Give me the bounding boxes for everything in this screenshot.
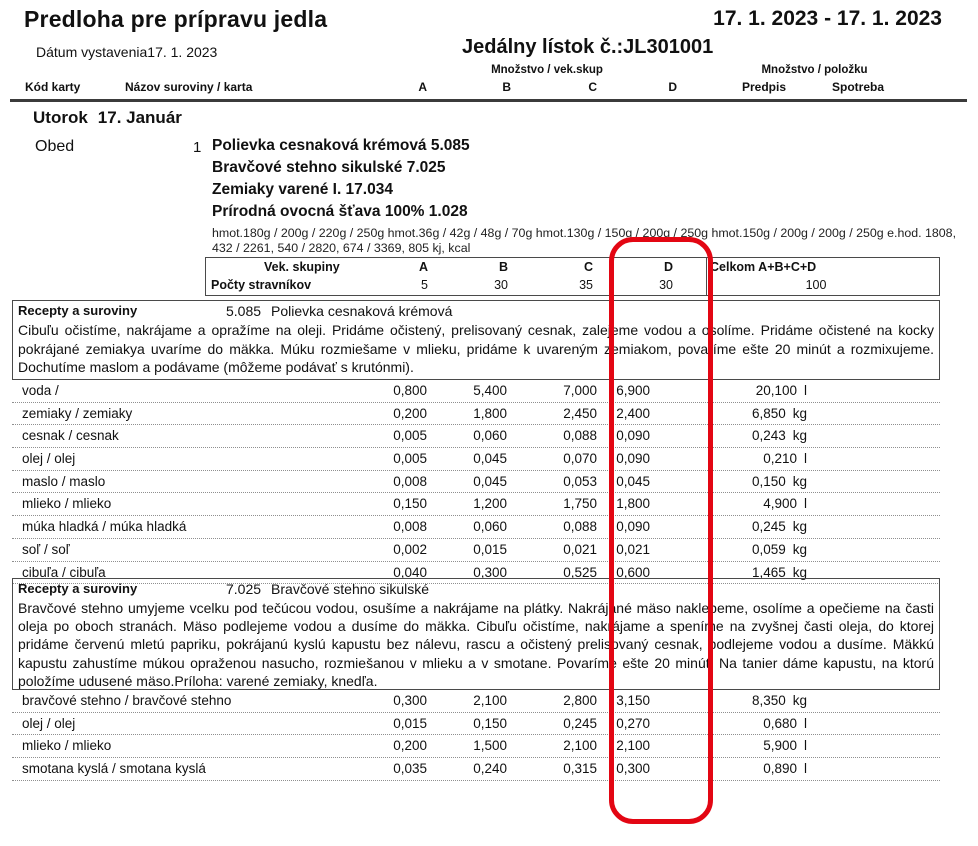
header-divider [10,99,967,102]
day-name: Utorok [33,108,88,127]
predpis-number: 0,210 [763,451,797,467]
predpis-number: 20,100 [755,383,797,398]
column-header-spotreba: Spotreba [832,80,885,94]
meal-name: Obed [35,138,75,155]
column-group-polozka: Množstvo / položku [761,64,868,76]
qty-b: 0,045 [473,451,507,467]
ingredient-table-2 [12,690,940,781]
dish-item: Bravčové stehno sikulské 7.025 [212,159,446,176]
table-row [12,448,940,471]
portions-celkom-label: Celkom A+B+C+D [710,260,817,274]
ingredient-name: múka hladká / múka hladká [22,519,187,535]
qty-b: 2,100 [473,693,507,708]
table-row [12,690,940,713]
column-header-a: A [418,80,427,94]
qty-b: 0,045 [473,473,507,489]
predpis-number: 0,243 [751,428,786,444]
predpis-value [752,519,807,534]
portions-count-d: 30 [659,278,673,292]
qty-a: 0,005 [393,451,427,467]
qty-a: 0,200 [393,405,427,421]
report-date-range: 17. 1. 2023 - 17. 1. 2023 [713,7,942,30]
recipe-box-label: Recepty a suroviny [18,303,138,318]
predpis-value [763,451,807,466]
column-header-b: B [502,80,511,94]
qty-b: 0,015 [473,541,507,557]
qty-b: 0,300 [473,564,507,580]
predpis-number: 5,900 [763,738,797,754]
qty-d: 1,800 [616,496,650,512]
ingredient-name: mlieko / mlieko [22,738,112,754]
qty-d: 3,150 [616,693,650,708]
qty-c: 7,000 [563,383,597,398]
qty-c: 0,053 [563,473,597,489]
ingredient-name: bravčové stehno / bravčové stehno [22,693,232,708]
qty-a: 0,002 [393,541,427,557]
ingredient-table-1 [12,380,940,584]
recipe-code: 7.025 [226,581,262,597]
recipe-name: Polievka cesnaková krémová [271,303,453,319]
qty-d: 0,270 [616,715,650,731]
qty-b: 0,060 [473,519,507,535]
predpis-unit: kg [792,564,807,580]
qty-b: 1,800 [473,405,507,421]
dish-item: Polievka cesnaková krémová 5.085 [212,137,470,154]
predpis-number: 0,150 [751,473,786,489]
qty-b: 1,500 [473,738,507,754]
column-header-d: D [668,80,677,94]
table-row [12,713,940,736]
predpis-value [752,406,807,421]
ingredient-name: mlieko / mlieko [22,496,112,512]
dish-list [212,135,470,223]
predpis-value [752,474,807,489]
table-row [12,758,940,781]
portions-col-d: D [663,260,673,274]
qty-b: 0,240 [473,761,507,777]
qty-c: 0,525 [563,564,597,580]
table-row [12,380,940,403]
column-group-vek-skup: Množstvo / vek.skup [491,64,603,76]
portions-col-b: B [498,260,508,274]
predpis-unit: kg [792,693,807,708]
qty-c: 0,315 [563,761,597,777]
qty-c: 0,088 [563,428,597,444]
menu-list-number: Jedálny lístok č.:JL301001 [462,36,714,58]
table-row [12,516,940,539]
portions-count-c: 35 [579,278,593,292]
qty-b: 5,400 [473,383,507,398]
qty-c: 0,021 [563,541,597,557]
qty-a: 0,150 [393,496,427,512]
portions-row1-label: Vek. skupiny [264,260,340,274]
predpis-number: 0,890 [763,761,797,777]
ingredient-name: maslo / maslo [22,473,106,489]
recipe-instructions: Bravčové stehno umyjeme vcelku pod tečúcou vodou, osušíme a nakrájame na plátky. Nakrájané mäso naklepeme, osolíme a opečieme na časti oleja po oboch stranách. Mäso podlejeme vodou a dusíme do mäkka. Cibuľu očistíme, nakrájame a speníme na zvyšnej časti oleja, do ktorej pridáme červenú mletú papriku, pokrájanú kyslú kapustu bez nálevu, rascu a očistený prelisovaný cesnak, podlejeme vodou a dusíme. Mäkkú kapustu zahustíme múkou opraženou nasucho, rozmiešanou v mlieku a v smotane. Povaríme ešte 20 minút. Na tanier dáme kapustu, na ktorú položíme udusené mäso.Príloha: varené zemiaky, knedľa. [18,600,934,689]
qty-c: 2,100 [563,738,597,754]
issue-date-value: 17. 1. 2023 [147,44,218,60]
portions-col-a: A [418,260,428,274]
predpis-unit: kg [792,541,807,557]
table-row [12,425,940,448]
predpis-unit: l [804,761,807,777]
qty-a: 0,005 [393,428,427,444]
qty-a: 0,800 [393,383,427,398]
qty-c: 2,800 [563,693,597,708]
column-header-kod-karty: Kód karty [25,80,81,94]
qty-b: 1,200 [473,496,507,512]
dish-item: Zemiaky varené I. 17.034 [212,181,393,198]
qty-a: 0,300 [393,693,427,708]
predpis-value [752,693,807,708]
predpis-unit: l [804,383,807,398]
portions-count-a: 5 [421,278,428,292]
column-header-c: C [588,80,597,94]
predpis-value [763,738,807,753]
predpis-number: 0,680 [763,715,797,731]
qty-d: 0,600 [616,564,650,580]
day-heading [33,108,182,128]
ingredient-name: soľ / soľ [22,541,70,557]
recipe-box-2 [12,578,940,690]
qty-d: 0,021 [616,541,650,557]
predpis-number: 0,059 [751,541,786,557]
portions-col-c: C [583,260,593,274]
portions-table [205,257,940,296]
predpis-unit: l [804,715,807,731]
qty-a: 0,008 [393,519,427,535]
table-row [12,403,940,426]
predpis-unit: kg [792,428,807,444]
predpis-value [763,761,807,776]
qty-b: 0,150 [473,715,507,731]
day-date: 17. Január [97,108,182,127]
table-row [12,735,940,758]
qty-d: 0,090 [616,519,650,535]
recipe-title [226,581,429,597]
portions-count-b: 30 [494,278,508,292]
predpis-value [752,542,807,557]
recipe-title [226,303,452,319]
column-header-nazov: Názov suroviny / karta [125,80,253,94]
qty-a: 0,008 [393,473,427,489]
predpis-unit: l [804,738,807,754]
ingredient-name: voda / [22,383,59,398]
recipe-box-1 [12,300,940,380]
recipe-instructions: Cibuľu očistíme, nakrájame a opražíme na oleji. Pridáme očistený, prelisovaný cesnak, zalejeme vodou a osolíme. Pridáme očistené na kocky pokrájané zemiakya uvaríme do mäkka. Múku rozmiešame v mlieku, pridáme k uvareným zemiakom, povaríme ešte 20 minút a rozmixujeme. Dochutíme maslom a podávame (môžeme podávať s krutónmi). [18,322,934,376]
qty-a: 0,015 [393,715,427,731]
qty-c: 2,450 [563,405,597,421]
table-row [12,471,940,494]
ingredient-name: cibuľa / cibuľa [22,564,106,580]
qty-c: 1,750 [563,496,597,512]
ingredient-name: olej / olej [22,715,76,731]
qty-d: 0,300 [616,761,650,777]
predpis-unit: kg [792,473,807,489]
predpis-value [763,716,807,731]
page-title: Predloha pre prípravu jedla [24,6,328,32]
table-row [12,539,940,562]
ingredient-name: zemiaky / zemiaky [22,405,133,421]
qty-c: 0,245 [563,715,597,731]
recipe-box-label: Recepty a suroviny [18,581,138,596]
table-row [12,493,940,516]
qty-c: 0,088 [563,519,597,535]
column-header-predpis: Predpis [742,80,787,94]
qty-d: 0,045 [616,473,650,489]
qty-a: 0,035 [393,761,427,777]
qty-d: 6,900 [616,383,650,398]
qty-b: 0,060 [473,428,507,444]
qty-a: 0,200 [393,738,427,754]
recipe-name: Bravčové stehno sikulské [271,581,430,597]
qty-d: 0,090 [616,451,650,467]
qty-d: 0,090 [616,428,650,444]
qty-d: 2,100 [616,738,650,754]
ingredient-name: cesnak / cesnak [22,428,119,444]
dish-item: Prírodná ovocná šťava 100% 1.028 [212,203,468,220]
predpis-unit: l [804,496,807,512]
recipe-code: 5.085 [226,303,262,319]
predpis-value [763,496,807,511]
predpis-number: 8,350 [751,693,786,708]
portions-table-divider [706,258,707,295]
predpis-number: 0,245 [751,519,786,535]
predpis-number: 4,900 [763,496,797,512]
issue-date [36,44,217,60]
ingredient-name: olej / olej [22,451,76,467]
issue-date-label: Dátum vystavenia [36,44,148,60]
predpis-number: 6,850 [751,405,786,421]
portion-weights: hmot.180g / 200g / 220g / 250g hmot.36g / 42g / 48g / 70g hmot.130g / 150g / 200g / 250g hmot.150g / 200g / 200g / 250g e.hod. 1808, 432 / 2261, 540 / 2820, 674 / 3369, 805 kj, kcal [212,226,957,255]
predpis-value [752,428,807,443]
predpis-unit: kg [792,519,807,535]
portions-total: 100 [805,278,827,292]
qty-c: 0,070 [563,451,597,467]
predpis-unit: kg [792,405,807,421]
meal-count: 1 [193,139,202,156]
ingredient-name: smotana kyslá / smotana kyslá [22,761,206,777]
qty-a: 0,040 [393,564,427,580]
predpis-value [756,383,807,398]
predpis-unit: l [804,451,807,467]
portions-row2-label: Počty stravníkov [211,278,312,292]
predpis-number: 1,465 [751,564,786,580]
qty-d: 2,400 [616,405,650,421]
